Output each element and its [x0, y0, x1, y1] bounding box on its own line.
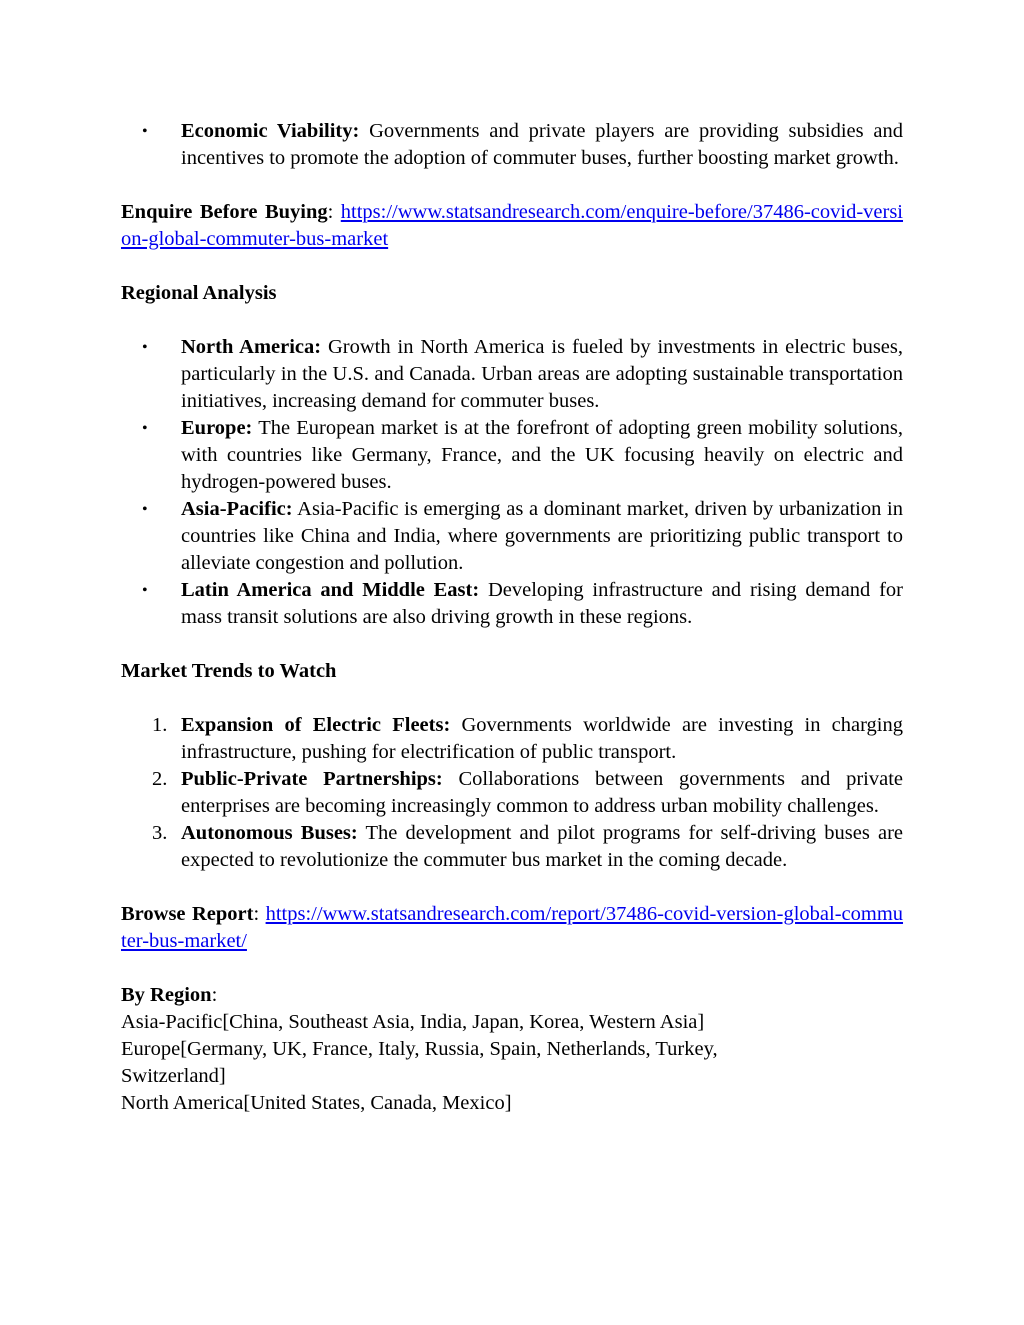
regional-heading: Regional Analysis: [121, 282, 277, 304]
bullet-text: Asia-Pacific is emerging as a dominant market, driven by urbanization in countries like China and India, where governments are prioritizing public transport to alleviate congestion and pollution.: [181, 498, 903, 574]
bullet-title: Asia-Pacific:: [181, 498, 293, 520]
bullet-text: Developing infrastructure and rising demand for mass transit solutions are also driving growth in these regions.: [181, 579, 903, 628]
region-line: Europe[Germany, UK, France, Italy, Russia, Spain, Netherlands, Turkey, Switzerland]: [121, 1038, 718, 1087]
bullet-icon: •: [142, 123, 148, 140]
list-item: [121, 820, 903, 874]
browse-separator: :: [253, 903, 266, 925]
region-line: North America[United States, Canada, Mexico]: [121, 1092, 512, 1114]
enquire-separator: :: [327, 201, 341, 223]
bullet-icon: •: [142, 501, 148, 518]
list-item: [121, 577, 903, 631]
bullet-text: Governments and private players are providing subsidies and incentives to promote the adoption of commuter buses, further boosting market growth.: [181, 120, 903, 169]
list-item: [121, 496, 903, 577]
enquire-label: Enquire Before Buying: [121, 201, 328, 223]
list-item: [121, 334, 903, 415]
by-region-title: [121, 982, 903, 1009]
regional-bullet-list: [121, 334, 903, 631]
by-region-separator: :: [211, 984, 218, 1006]
list-number: 2.: [152, 768, 168, 790]
bullet-title: Latin America and Middle East:: [181, 579, 480, 601]
trend-title: Expansion of Electric Fleets:: [181, 714, 451, 736]
enquire-paragraph: [121, 199, 903, 253]
trend-text: The development and pilot programs for self-driving buses are expected to revolutionize the commuter bus market in the coming decade.: [181, 822, 903, 871]
list-number: 1.: [152, 714, 168, 736]
by-region-section: [121, 982, 903, 1117]
region-line: Asia-Pacific[China, Southeast Asia, India, Japan, Korea, Western Asia]: [121, 1011, 705, 1033]
trend-title: Public-Private Partnerships:: [181, 768, 443, 790]
document-page: [121, 118, 903, 1117]
bullet-title: North America:: [181, 336, 322, 358]
bullet-text: Growth in North America is fueled by investments in electric buses, particularly in the U.S. and Canada. Urban areas are adopting sustainable transportation initiatives, increasing demand for commuter buses.: [181, 336, 903, 412]
bullet-text: The European market is at the forefront of adopting green mobility solutions, with countries like Germany, France, and the UK focusing heavily on electric and hydrogen-powered buses.: [181, 417, 903, 493]
browse-link[interactable]: https://www.statsandresearch.com/report/37486-covid-version-global-commuter-bus-market/: [121, 903, 904, 952]
enquire-link[interactable]: https://www.statsandresearch.com/enquire-before/37486-covid-version-global-commuter-bus-market: [121, 201, 904, 250]
browse-label: Browse Report: [121, 903, 254, 925]
bullet-icon: •: [142, 420, 148, 437]
bullet-title: Europe:: [181, 417, 253, 439]
by-region-label: By Region: [121, 984, 212, 1006]
bullet-icon: •: [142, 339, 148, 356]
trend-text: Governments worldwide are investing in charging infrastructure, pushing for electrification of public transport.: [181, 714, 904, 763]
trends-heading: Market Trends to Watch: [121, 660, 337, 682]
bullet-title: Economic Viability:: [181, 120, 360, 142]
browse-paragraph: [121, 901, 903, 955]
list-item: [121, 766, 903, 820]
bullet-icon: •: [142, 582, 148, 599]
trend-title: Autonomous Buses:: [181, 822, 358, 844]
trends-numbered-list: [121, 712, 903, 874]
intro-bullet-list: [121, 118, 903, 172]
list-number: 3.: [152, 822, 168, 844]
trend-text: Collaborations between governments and private enterprises are becoming increasingly common to address urban mobility challenges.: [181, 768, 903, 817]
list-item: [121, 415, 903, 496]
list-item: [121, 712, 903, 766]
list-item: [121, 118, 903, 172]
